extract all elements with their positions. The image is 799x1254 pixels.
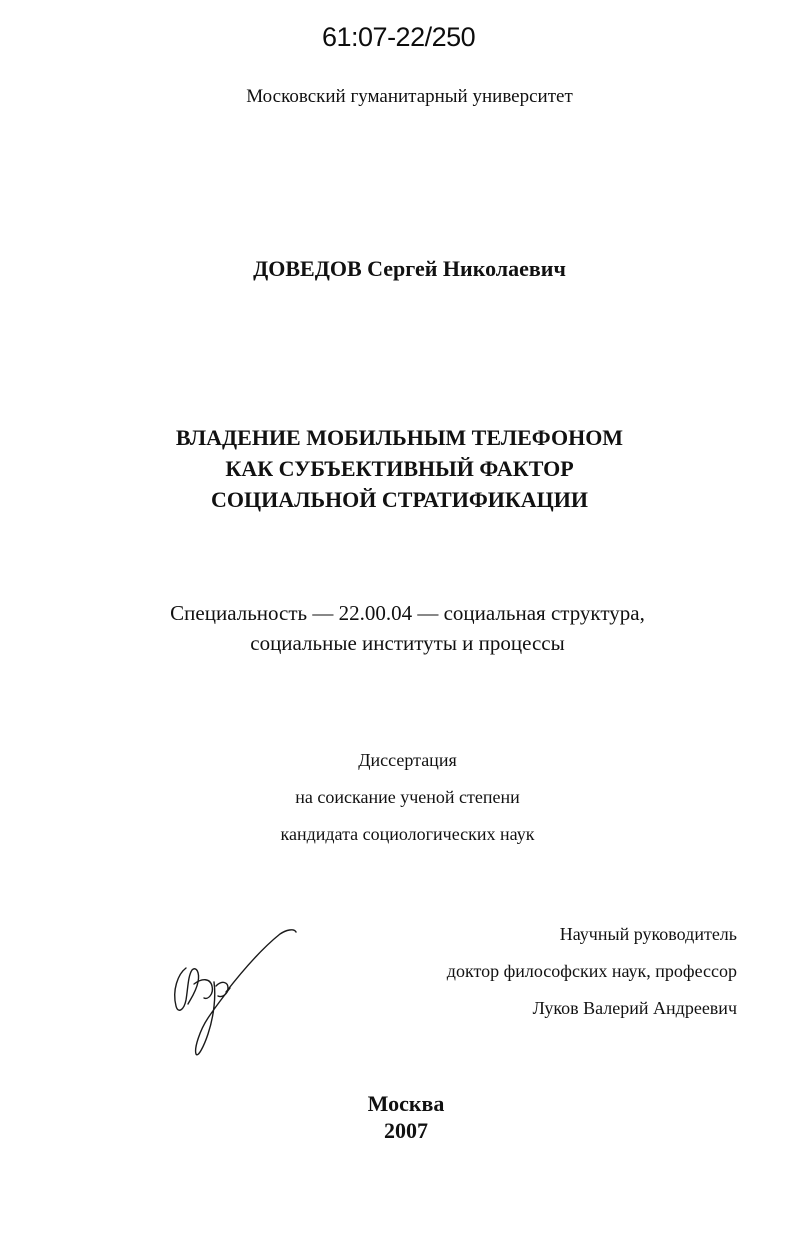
specialty-line-2: социальные институты и процессы (250, 631, 565, 655)
author-surname: ДОВЕДОВ (253, 256, 362, 281)
supervisor-role: Научный руководитель (559, 924, 737, 944)
city: Москва (367, 1091, 445, 1116)
degree-line-1: Диссертация (358, 750, 457, 770)
title-line-2: КАК СУБЪЕКТИВНЫЙ ФАКТОР (225, 456, 574, 481)
author-name (10, 256, 799, 282)
title-line-1: ВЛАДЕНИЕ МОБИЛЬНЫМ ТЕЛЕФОНОМ (175, 425, 624, 450)
handwritten-signature (168, 926, 308, 1061)
university-name: Московский гуманитарный университет (246, 86, 573, 107)
specialty-line-1: Специальность — 22.00.04 — социальная структура, (170, 601, 645, 625)
supervisor-block (447, 916, 737, 1027)
supervisor-name: Луков Валерий Андреевич (532, 998, 737, 1018)
degree-line-3: кандидата социологических наук (280, 824, 535, 844)
degree-line-2: на соискание ученой степени (295, 787, 520, 807)
dissertation-title (0, 422, 799, 515)
author-given-names: Сергей Николаевич (367, 256, 566, 281)
supervisor-degree: доктор философских наук, профессор (446, 961, 737, 981)
year: 2007 (384, 1118, 428, 1143)
title-line-3: СОЦИАЛЬНОЙ СТРАТИФИКАЦИИ (211, 487, 588, 512)
city-year-block (0, 1090, 799, 1144)
degree-block (0, 742, 799, 853)
archive-number: 61:07-22/250 (322, 22, 476, 52)
specialty-block (0, 598, 799, 658)
